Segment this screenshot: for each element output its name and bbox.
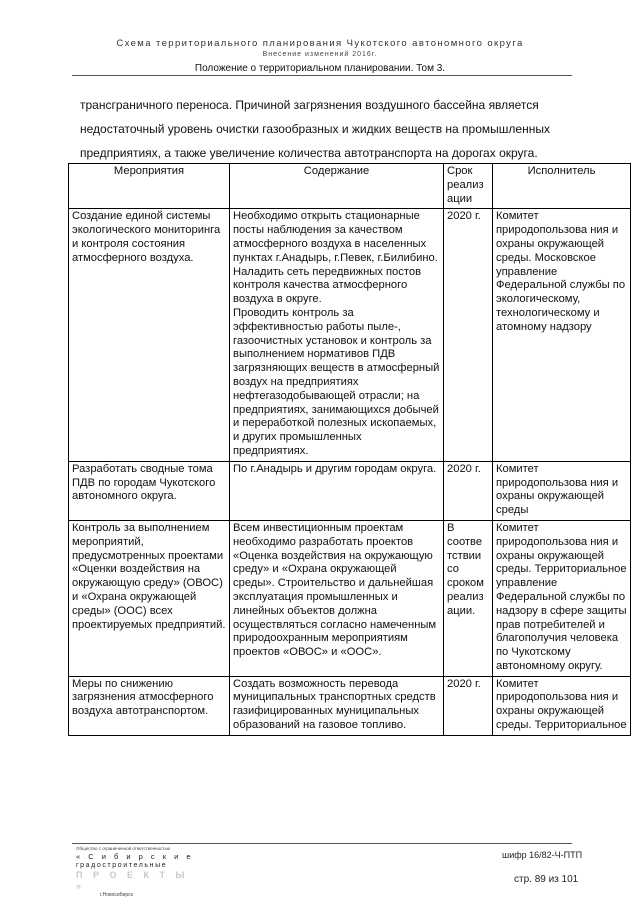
cell-executor: Комитет природопользова ния и охраны окружающей среды: [493, 461, 631, 520]
intro-line: предприятиях, а также увеличение количества автотранспорта на дорогах округа.: [80, 146, 538, 160]
logo-word-2: градостроительные: [76, 862, 168, 869]
cell-measure: Создание единой системы экологического мониторинга и контроля состояния атмосферного воздуха.: [69, 209, 230, 461]
document-subtitle: Внесение изменений 2016г.: [262, 51, 378, 58]
logo-city: г.Новосибирск: [100, 892, 133, 898]
table-row: [69, 520, 631, 676]
document-cipher: шифр 16/82-Ч-ПТП: [502, 850, 583, 860]
company-logo: [76, 846, 196, 899]
document-header: [0, 38, 640, 75]
cell-deadline: 2020 г.: [444, 676, 493, 735]
cell-content: По г.Анадырь и другим городам округа.: [230, 461, 444, 520]
logo-company-type: Общество с ограниченной ответственностью: [76, 846, 171, 851]
cell-content: Всем инвестиционным проектам необходимо разработать проектов «Оценка воздействия на окружающую среду» и «Охрана окружающей среды». Строительство и дальнейшая эксплуатация промышленных и линейных объектов должна осуществляться согласно намеченным природоохранным мероприятиям проектов «ОВОС» и «ООС».: [230, 520, 444, 676]
cell-measure: Меры по снижению загрязнения атмосферного воздуха автотранспортом.: [69, 676, 230, 735]
cell-content: [230, 209, 444, 461]
cell-deadline: В соотве тствии со сроком реализ ации.: [444, 520, 493, 676]
intro-line: трансграничного переноса. Причиной загрязнения воздушного бассейна является: [80, 98, 539, 112]
footer-divider: [72, 843, 572, 844]
cell-deadline: 2020 г.: [444, 209, 493, 461]
measures-table: [68, 163, 631, 736]
cell-measure: Контроль за выполнением мероприятий, предусмотренных проектами «Оценки воздействия на окружающую среду» (ОВОС) и «Охрана окружающей среды» (ООС) всех проектируемых предприятий.: [69, 520, 230, 676]
table-row: [69, 209, 631, 461]
table-row: [69, 461, 631, 520]
cell-executor: Комитет природопользова ния и охраны окружающей среды. Территориальное: [493, 676, 631, 735]
cell-executor: Комитет природопользова ния и охраны окружающей среды. Территориальное управление Федеральной службы по надзору в сфере защиты прав потребителей и благополучия человека по Чукотскому автономному округу.: [493, 520, 631, 676]
col-header-measures: Мероприятия: [69, 164, 230, 209]
intro-line: недостаточный уровень очистки газообразных и жидких веществ на промышленных: [80, 122, 550, 136]
col-header-deadline: Срок реализ ации: [444, 164, 493, 209]
header-divider: [72, 75, 572, 76]
cell-measure: Разработать сводные тома ПДВ по городам Чукотского автономного округа.: [69, 461, 230, 520]
cell-content-part: Необходимо открыть стационарные посты наблюдения за качеством атмосферного воздуха в населенных пунктах г.Анадырь, г.Певек, г.Билибино. Наладить сеть передвижных постов контроля качества атмосферного воздуха в округе.: [233, 210, 438, 306]
table-row: [69, 676, 631, 735]
cell-deadline: 2020 г.: [444, 461, 493, 520]
intro-paragraph: [80, 93, 566, 165]
logo-word-1: « С и б и р с к и е: [76, 852, 194, 861]
logo-word-3: П Р О Е К Т Ы »: [76, 870, 189, 891]
col-header-executor: Исполнитель: [493, 164, 631, 209]
volume-title: Положение о территориальном планировании. Том 3.: [194, 63, 446, 74]
col-header-content: Содержание: [230, 164, 444, 209]
table-header-row: [69, 164, 631, 209]
cell-content-part: Проводить контроль за эффективностью работы пыле-, газоочистных установок и контроль за выполнением нормативов ПДВ загрязняющих веществ в атмосферный воздух на предприятиях нефтегазодобывающей отрасли; на предприятиях, занимающихся добычей и переработкой полезных ископаемых, и других промышленных предприятиях.: [233, 306, 440, 457]
page-number: стр. 89 из 101: [514, 874, 579, 885]
document-title: Схема территориального планирования Чукотского автономного округа: [116, 38, 524, 49]
cell-executor: Комитет природопользова ния и охраны окружающей среды. Московское управление Федеральной службы по экологическому, технологическому и атомному надзору: [493, 209, 631, 461]
cell-content: Создать возможность перевода муниципальных транспортных средств газифицированных муниципальных образований на газовое топливо.: [230, 676, 444, 735]
